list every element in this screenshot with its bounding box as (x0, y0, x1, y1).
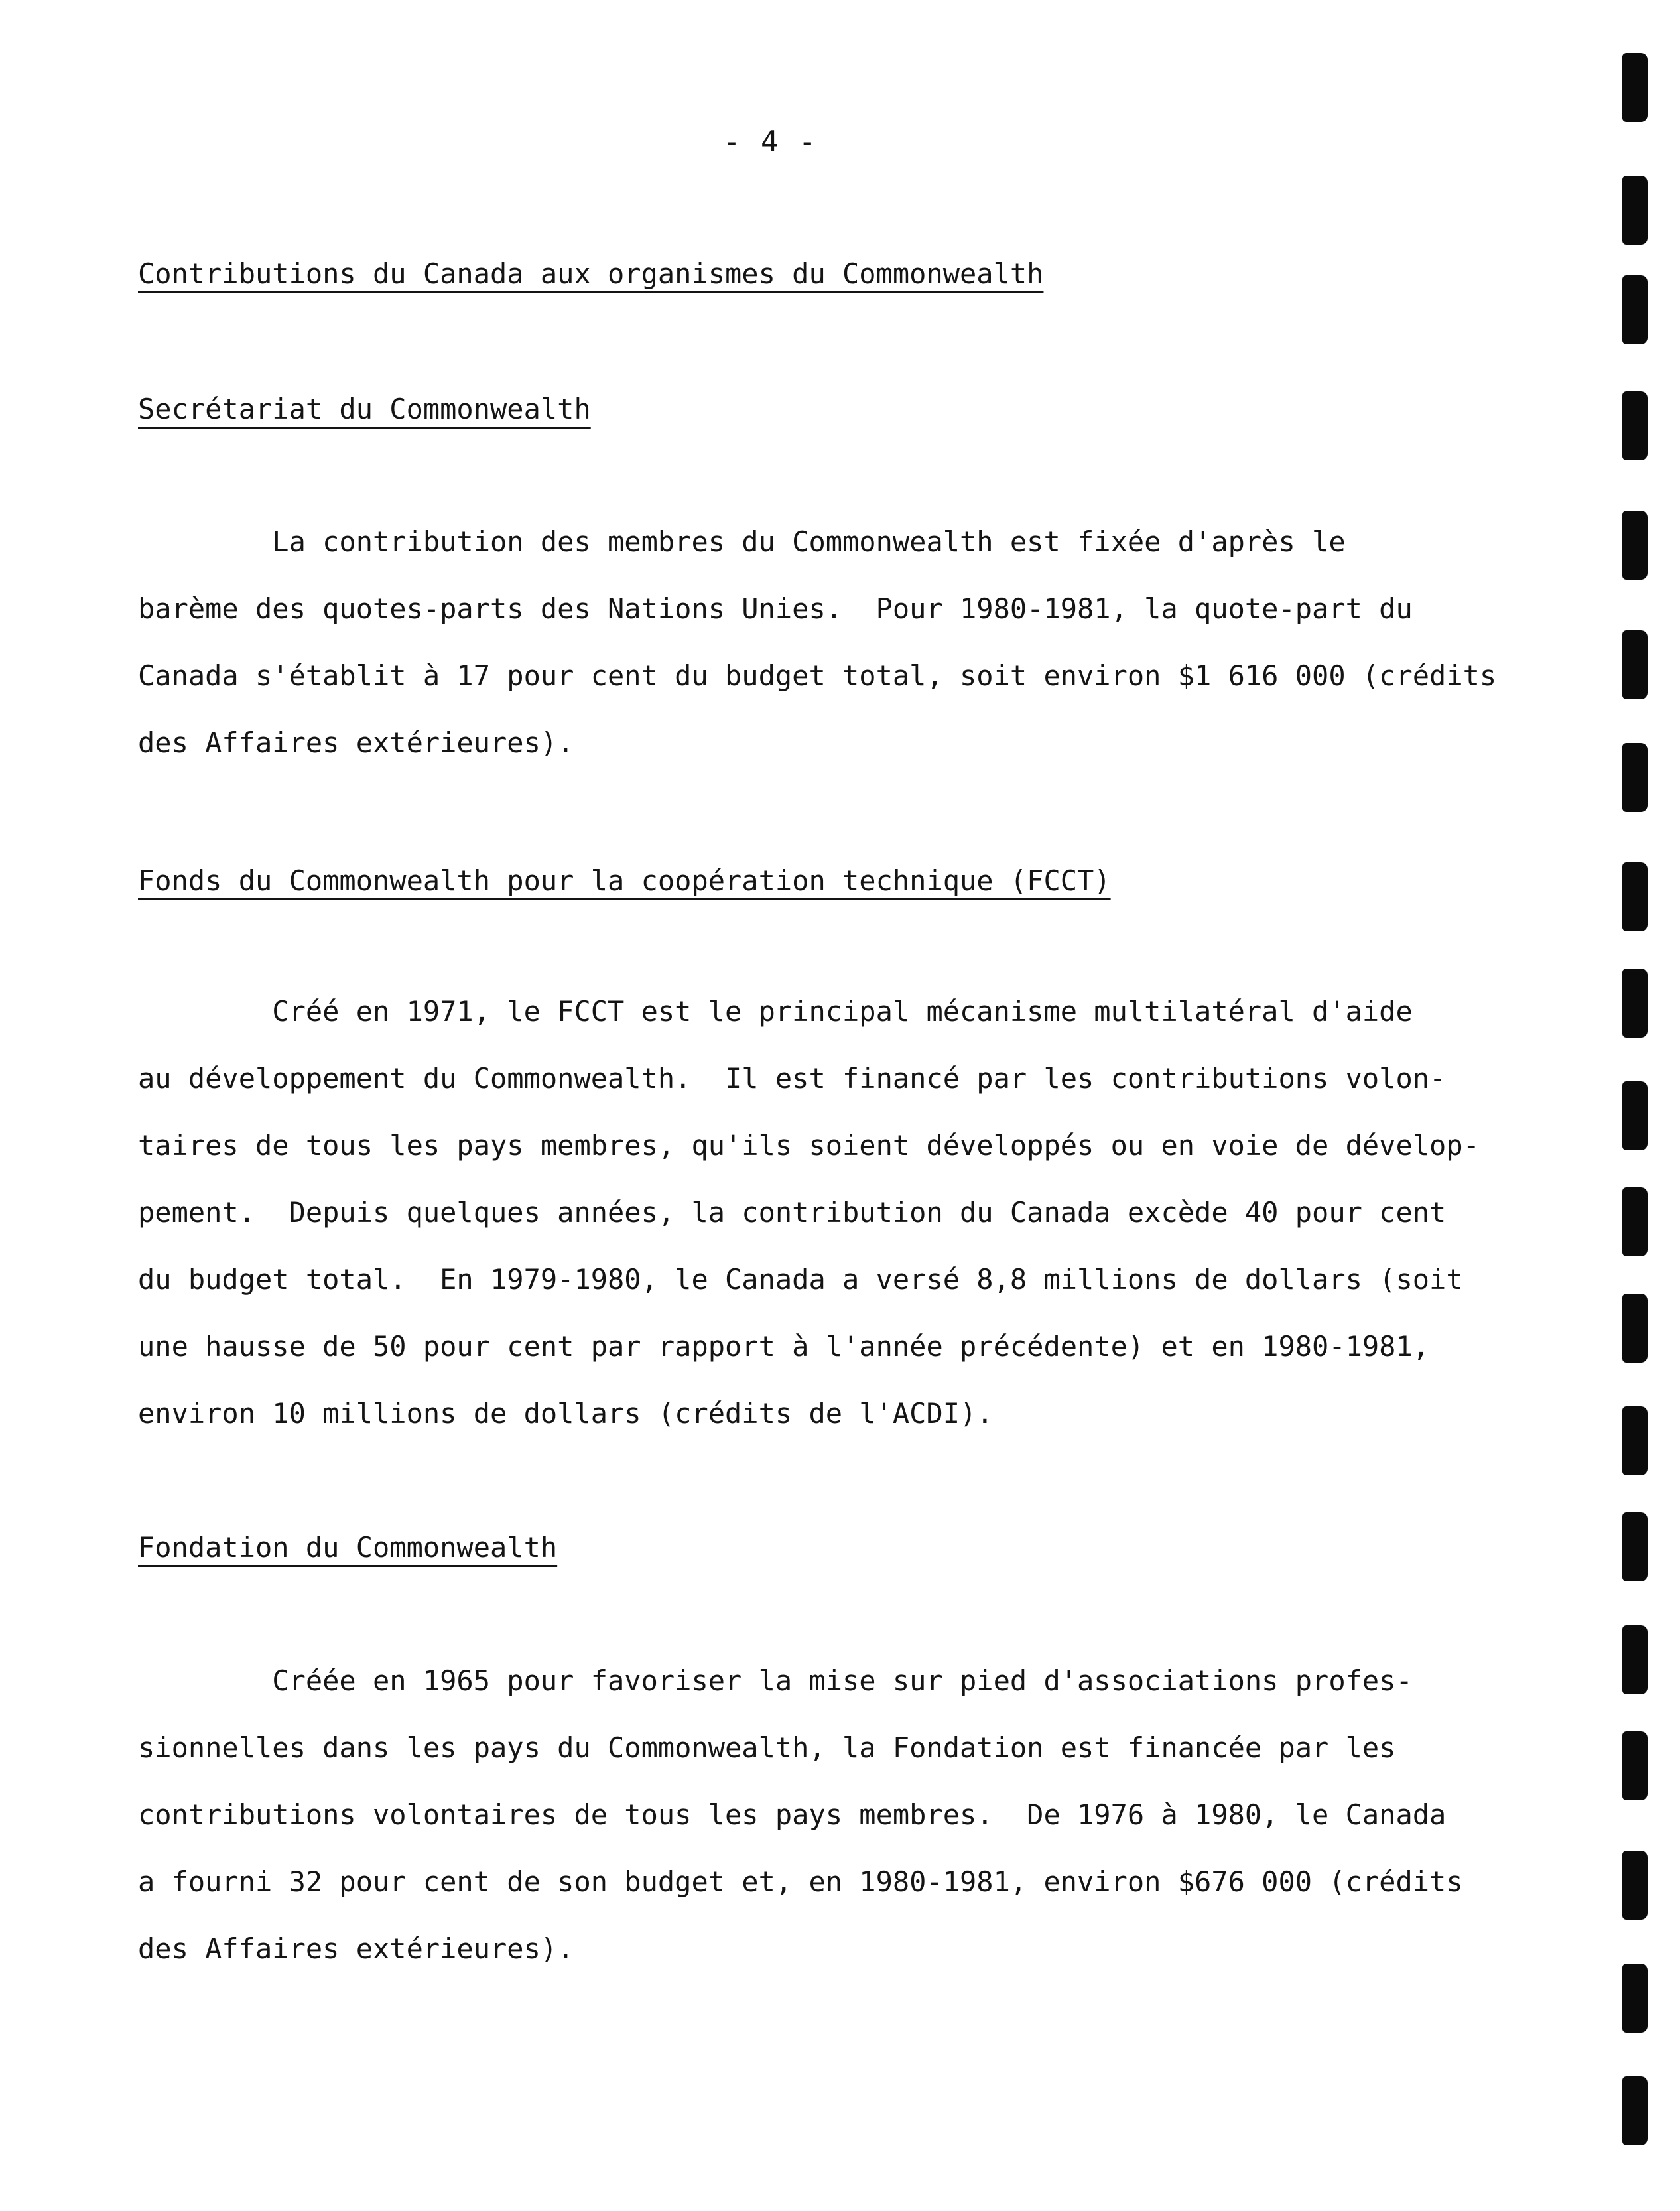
binding-holes (1622, 46, 1649, 2202)
binding-hole (1622, 743, 1648, 812)
binding-hole (1622, 1187, 1648, 1256)
paragraph-line: sionnelles dans les pays du Commonwealth, la Fondation est financée par les (138, 1731, 1396, 1764)
section-heading-fondation: Fondation du Commonwealth (138, 1531, 558, 1564)
binding-hole (1622, 176, 1648, 245)
paragraph-line: au développement du Commonwealth. Il est financé par les contributions volon- (138, 1062, 1447, 1095)
binding-hole (1622, 1406, 1648, 1475)
binding-hole (1622, 391, 1648, 460)
binding-hole (1622, 1081, 1648, 1150)
binding-hole (1622, 630, 1648, 699)
binding-hole (1622, 1512, 1648, 1581)
binding-hole (1622, 1294, 1648, 1363)
section-paragraph-fcct (138, 978, 1491, 1447)
paragraph-line: une hausse de 50 pour cent par rapport à l'année précédente) et en 1980-1981, (138, 1330, 1430, 1363)
paragraph-line: La contribution des membres du Commonwealth est fixée d'après le (138, 525, 1346, 558)
document-title: Contributions du Canada aux organismes du Commonwealth (138, 257, 1044, 290)
binding-hole (1622, 511, 1648, 580)
binding-hole (1622, 1625, 1648, 1694)
paragraph-line: Créée en 1965 pour favoriser la mise sur pied d'associations profes- (138, 1664, 1413, 1697)
binding-hole (1622, 969, 1648, 1038)
paragraph-line: a fourni 32 pour cent de son budget et, en 1980-1981, environ $676 000 (crédits (138, 1865, 1463, 1898)
binding-hole (1622, 1851, 1648, 1920)
paragraph-line: des Affaires extérieures). (138, 726, 574, 759)
paragraph-line: Créé en 1971, le FCCT est le principal mécanisme multilatéral d'aide (138, 995, 1413, 1028)
binding-hole (1622, 1964, 1648, 2033)
paragraph-line: environ 10 millions de dollars (crédits de l'ACDI). (138, 1397, 994, 1430)
binding-hole (1622, 275, 1648, 344)
page-number: - 4 - (723, 125, 818, 159)
section-heading-fcct: Fonds du Commonwealth pour la coopération technique (FCCT) (138, 864, 1111, 897)
section-paragraph-secretariat (138, 508, 1497, 776)
section-heading-secretariat: Secrétariat du Commonwealth (138, 393, 591, 425)
paragraph-line: du budget total. En 1979-1980, le Canada a versé 8,8 millions de dollars (soit (138, 1263, 1463, 1296)
binding-hole (1622, 53, 1648, 122)
paragraph-line: contributions volontaires de tous les pays membres. De 1976 à 1980, le Canada (138, 1798, 1447, 1831)
binding-hole (1622, 862, 1648, 931)
paragraph-line: taires de tous les pays membres, qu'ils soient développés ou en voie de dévelop- (138, 1129, 1480, 1162)
paragraph-line: des Affaires extérieures). (138, 1932, 574, 1965)
paragraph-line: barème des quotes-parts des Nations Unies. Pour 1980-1981, la quote-part du (138, 592, 1413, 625)
binding-hole (1622, 1731, 1648, 1800)
paragraph-line: Canada s'établit à 17 pour cent du budget total, soit environ $1 616 000 (crédits (138, 659, 1497, 692)
section-paragraph-fondation (138, 1647, 1491, 1982)
binding-hole (1622, 2076, 1648, 2145)
paragraph-line: pement. Depuis quelques années, la contribution du Canada excède 40 pour cent (138, 1196, 1447, 1229)
